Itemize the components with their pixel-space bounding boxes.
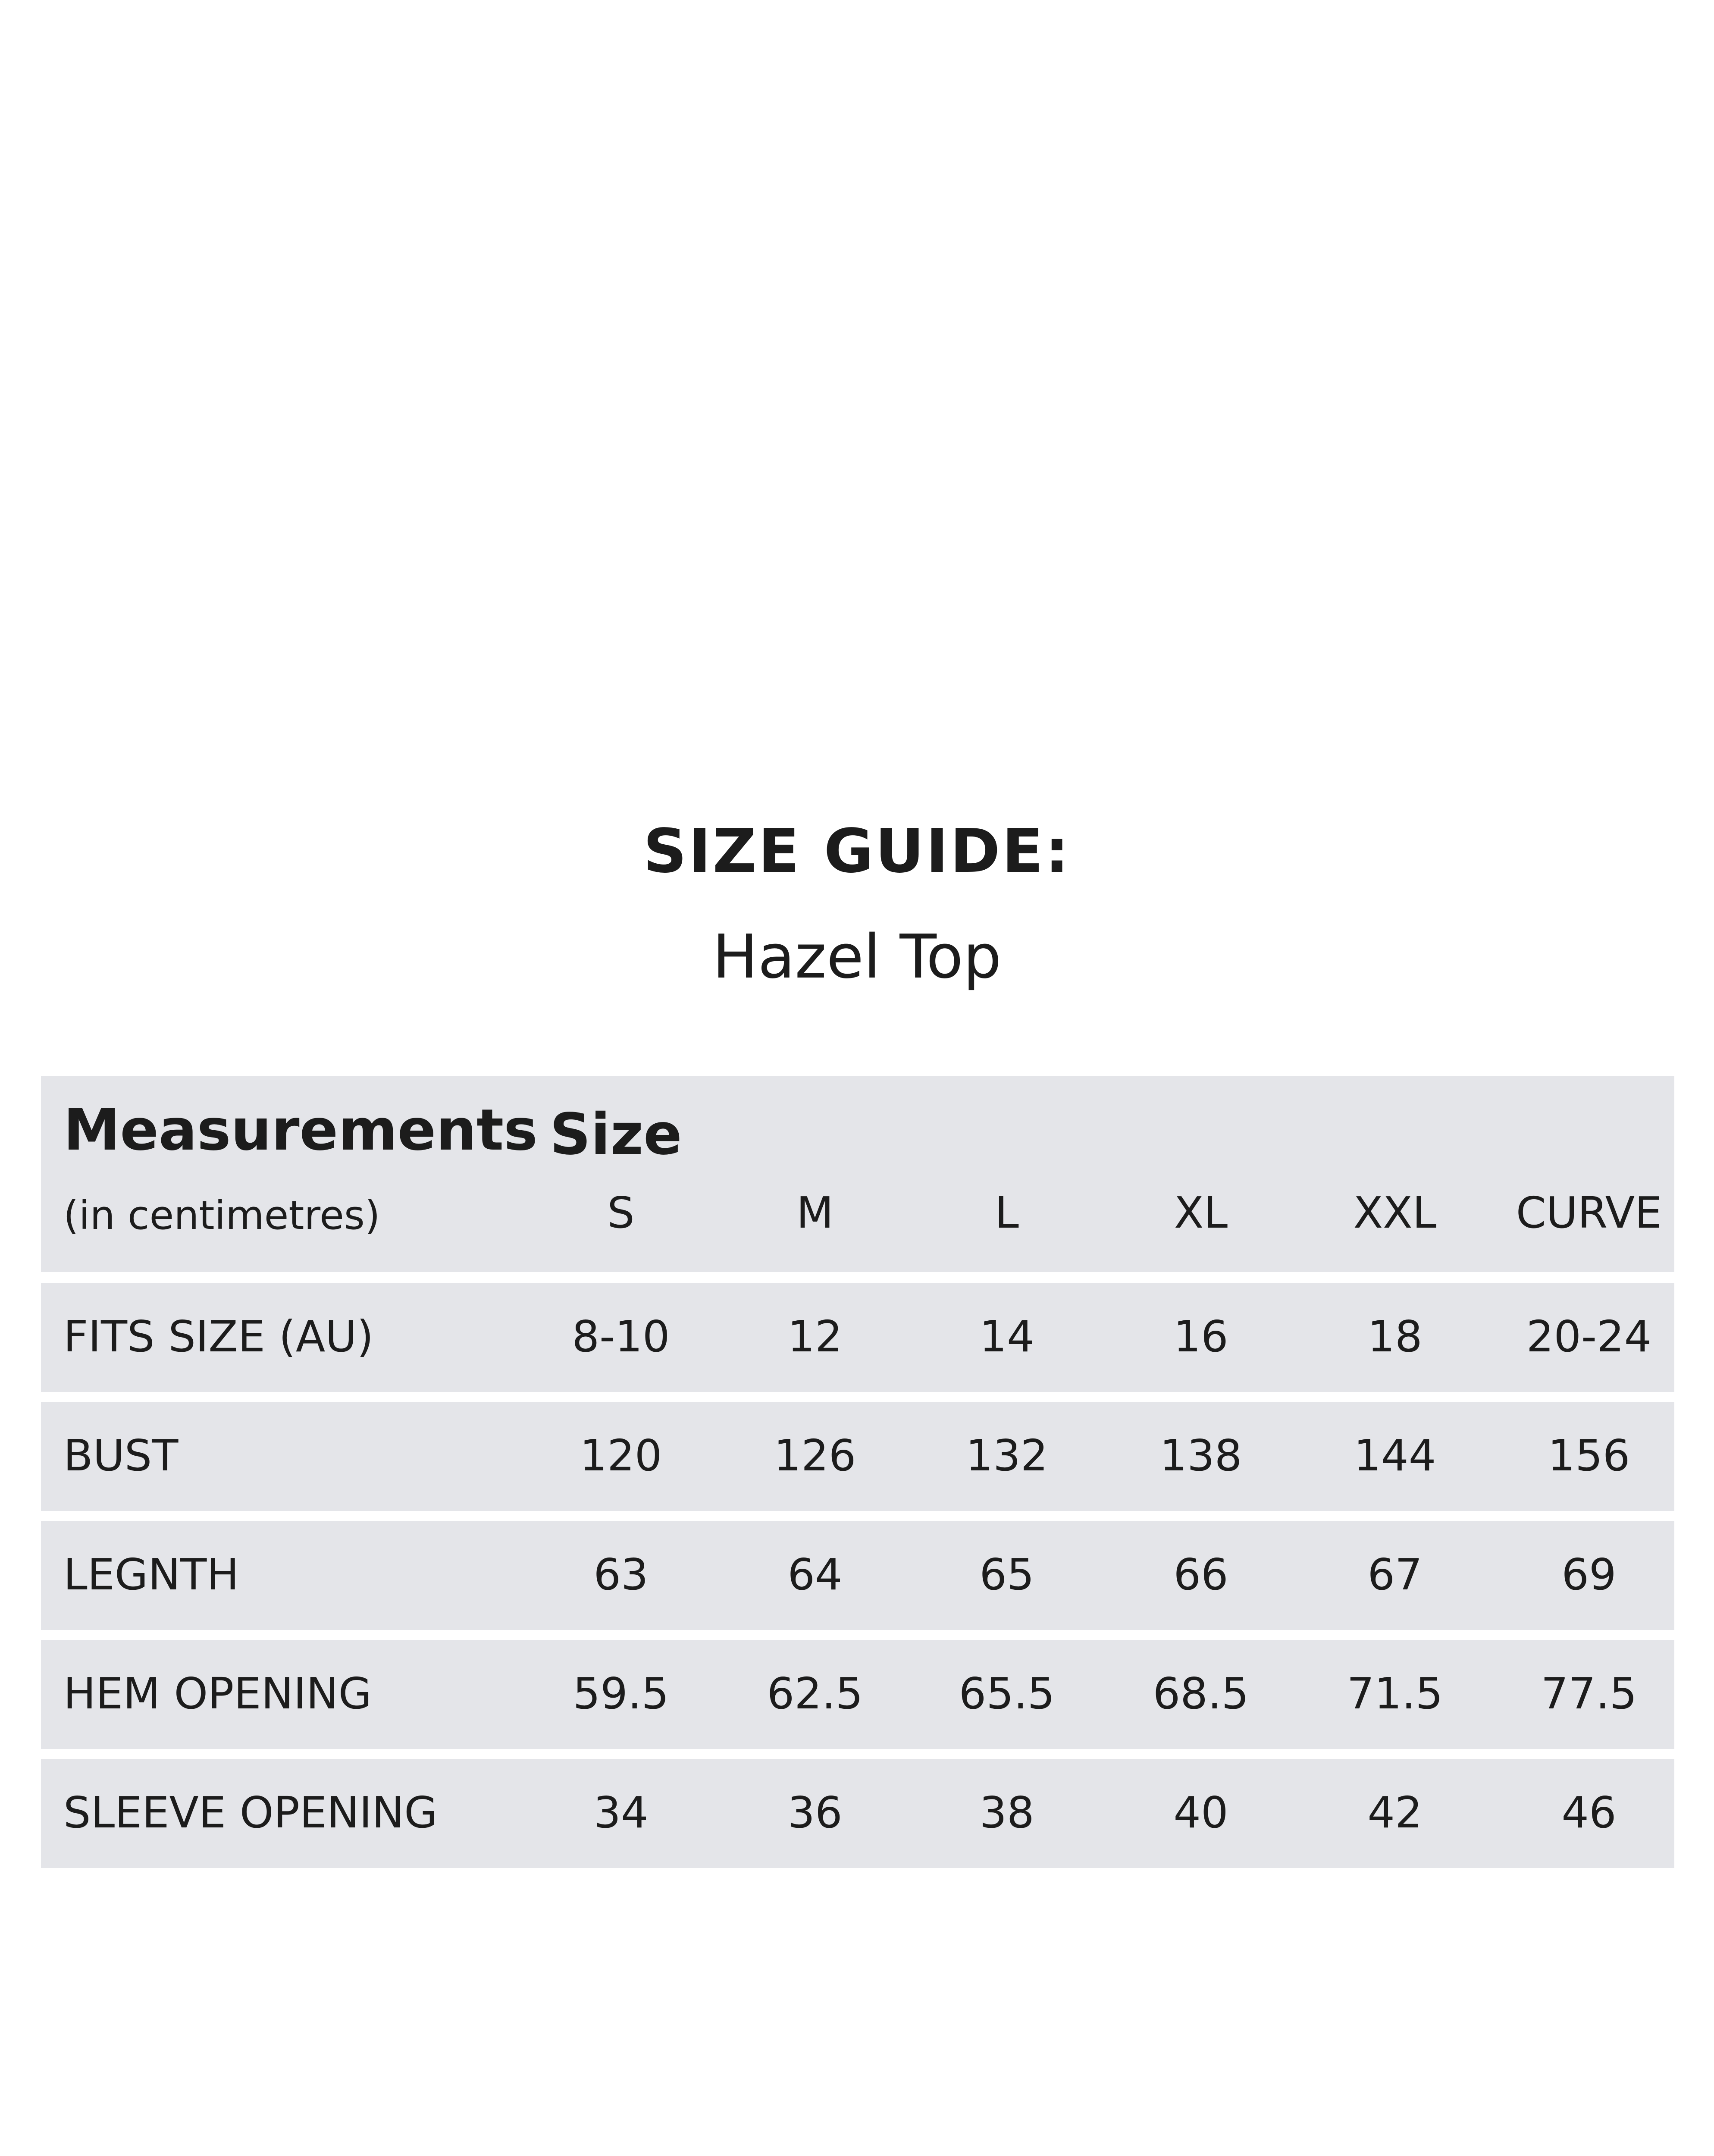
table-cell: 16 (1173, 1311, 1228, 1362)
table-cell: 65.5 (959, 1668, 1055, 1719)
row-label: HEM OPENING (63, 1668, 372, 1719)
table-cell: 138 (1159, 1430, 1242, 1481)
table-cell: 14 (979, 1311, 1034, 1362)
table-row (41, 1759, 1674, 1868)
table-cell: 42 (1367, 1787, 1423, 1838)
table-row (41, 1640, 1674, 1749)
page-title: SIZE GUIDE: (643, 816, 1071, 887)
size-column-xxl: XXL (1353, 1188, 1437, 1238)
table-cell: 59.5 (573, 1668, 669, 1719)
table-cell: 65 (979, 1549, 1034, 1600)
row-label: BUST (63, 1430, 179, 1481)
table-cell: 156 (1548, 1430, 1630, 1481)
table-row (41, 1402, 1674, 1511)
size-column-l: L (995, 1188, 1019, 1238)
table-row (41, 1521, 1674, 1630)
table-cell: 40 (1173, 1787, 1228, 1838)
table-cell: 69 (1561, 1549, 1617, 1600)
table-cell: 64 (787, 1549, 843, 1600)
table-cell: 34 (593, 1787, 649, 1838)
table-cell: 120 (580, 1430, 662, 1481)
table-cell: 66 (1173, 1549, 1228, 1600)
table-cell: 38 (979, 1787, 1034, 1838)
table-cell: 132 (965, 1430, 1048, 1481)
size-column-xl: XL (1174, 1188, 1228, 1238)
row-label: LEGNTH (63, 1549, 239, 1600)
size-column-s: S (607, 1188, 635, 1238)
table-cell: 144 (1354, 1430, 1436, 1481)
table-cell: 62.5 (767, 1668, 863, 1719)
table-row (41, 1283, 1674, 1392)
size-heading: Size (550, 1101, 682, 1168)
table-cell: 36 (787, 1787, 843, 1838)
table-cell: 67 (1367, 1549, 1423, 1600)
table-cell: 20-24 (1526, 1311, 1652, 1362)
table-cell: 71.5 (1347, 1668, 1443, 1719)
size-column-m: M (796, 1188, 834, 1238)
table-cell: 12 (787, 1311, 843, 1362)
table-cell: 8-10 (572, 1311, 670, 1362)
row-label: FITS SIZE (AU) (63, 1311, 374, 1362)
product-name: Hazel Top (712, 922, 1002, 992)
table-cell: 46 (1561, 1787, 1617, 1838)
unit-label: (in centimetres) (63, 1192, 380, 1238)
table-cell: 126 (774, 1430, 856, 1481)
table-cell: 18 (1367, 1311, 1423, 1362)
table-cell: 77.5 (1541, 1668, 1637, 1719)
measurements-heading: Measurements (63, 1097, 538, 1163)
table-cell: 68.5 (1153, 1668, 1249, 1719)
table-cell: 63 (593, 1549, 649, 1600)
size-column-curve: CURVE (1516, 1188, 1662, 1238)
table-header (41, 1076, 1674, 1272)
row-label: SLEEVE OPENING (63, 1787, 438, 1838)
